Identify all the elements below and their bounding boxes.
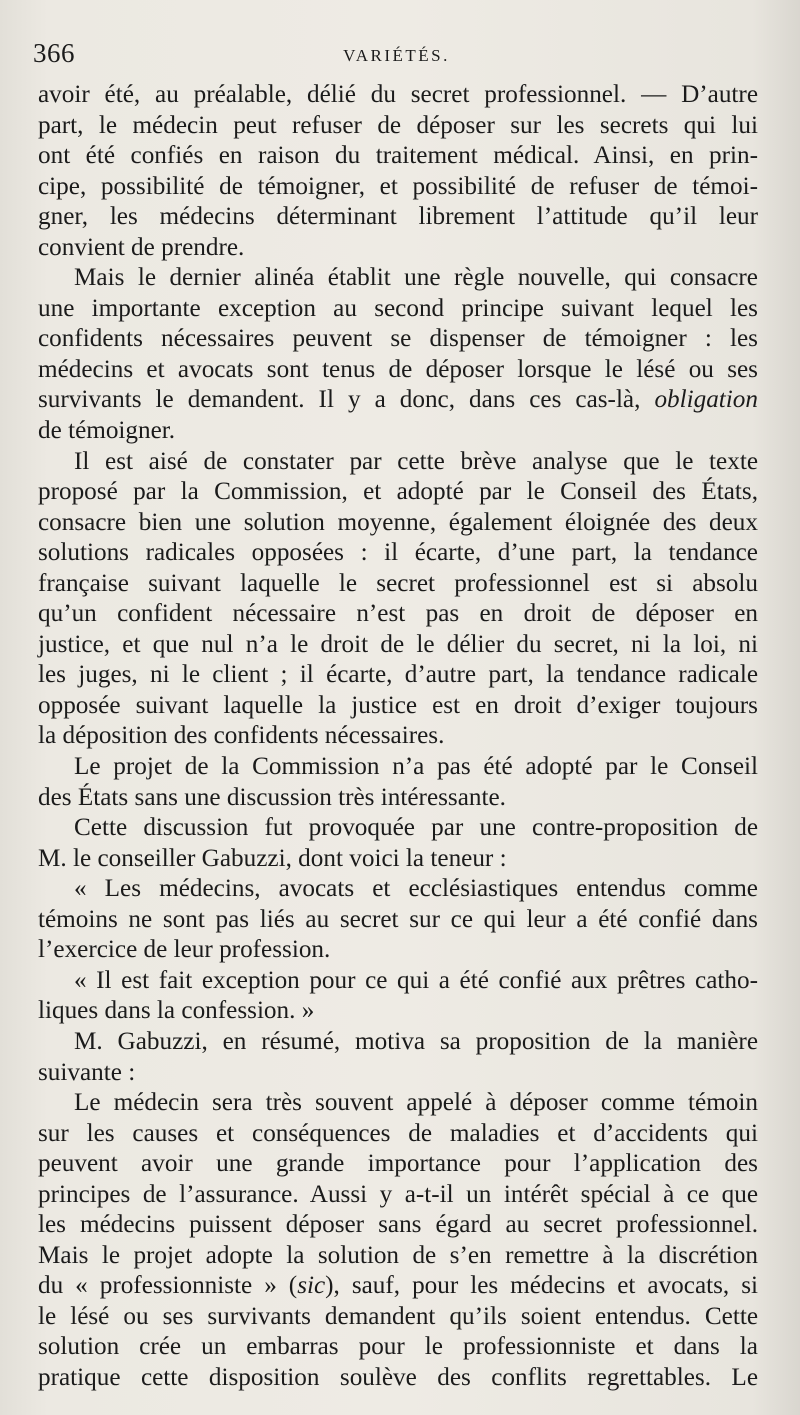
text-line: qu’un confident nécessaire n’est pas en droit de déposer en [38, 600, 758, 628]
text-line: part, le médecin peut refuser de déposer sur les secrets qui lui [38, 111, 758, 139]
text-line: Mais le projet adopte la solution de s’en remettre à la discrétion [38, 1241, 758, 1269]
text-line: solution crée un embarras pour le professionniste et dans la [38, 1333, 758, 1361]
text-line [38, 1302, 758, 1333]
text-line: justice, et que nul n’a le droit de le délier du secret, ni la loi, ni [38, 630, 758, 658]
text-line: confidents nécessaires peuvent se dispenser de témoigner : les [38, 325, 758, 353]
text-line: la déposition des confidents nécessaires. [38, 722, 445, 750]
text-line: les médecins puissent déposer sans égard au secret professionnel. [38, 1211, 758, 1239]
text-line: convient de prendre. [38, 233, 245, 261]
text-line: liques dans la confession. » [38, 997, 315, 1025]
text-line [38, 1271, 758, 1302]
text-line [38, 385, 758, 416]
text-segment: survivants le demandent. Il y a donc, dans ces cas-là, [38, 386, 641, 414]
text-line: de témoigner. [38, 417, 176, 445]
text-line: Mais le dernier alinéa établit une règle nouvelle, qui consacre [74, 264, 758, 292]
text-line: sur les causes et conséquences de maladies et d’accidents qui [38, 1119, 758, 1147]
body-text [38, 80, 758, 1394]
text-line: ont été confiés en raison du traitement médical. Ainsi, en prin- [38, 142, 758, 170]
running-head: VARIÉTÉS. [343, 46, 450, 65]
text-line: l’exercice de leur profession. [38, 936, 331, 964]
page-number: 366 [33, 38, 75, 68]
text-line: consacre bien une solution moyenne, également éloignée des deux [38, 508, 758, 536]
text-line: témoins ne sont pas liés au secret sur ce qui leur a été confié dans [38, 905, 758, 933]
text-line: médecins et avocats sont tenus de déposer lorsque le lésé ou ses [38, 355, 758, 383]
text-segment: du « professionniste » [38, 1272, 277, 1300]
text-line: Le médecin sera très souvent appelé à déposer comme témoin [74, 1089, 758, 1117]
text-line: cipe, possibilité de témoigner, et possibilité de refuser de témoi- [38, 172, 758, 200]
text-line: M. Gabuzzi, en résumé, motiva sa proposition de la manière [74, 1027, 758, 1055]
text-line: Il est aisé de constater par cette brève analyse que le texte [74, 447, 758, 475]
text-line: proposé par la Commission, et adopté par le Conseil des États, [38, 478, 758, 506]
text-line: gner, les médecins déterminant librement l’attitude qu’il leur [38, 203, 758, 231]
text-line: pratique cette disposition soulève des conflits regrettables. Le [38, 1363, 758, 1391]
text-segment: lésé ou ses survivants demandent qu’ils soient entendus. Cette [70, 1302, 758, 1330]
italic-word: obligation [654, 386, 758, 414]
text-line: Cette discussion fut provoquée par une contre-proposition de [74, 814, 758, 842]
text-line: « Les médecins, avocats et ecclésiastiques entendus comme [74, 875, 758, 903]
text-line: Le projet de la Commission n’a pas été adopté par le Conseil [74, 753, 758, 781]
text-segment: ( [276, 1272, 298, 1300]
text-line: principes de l’assurance. Aussi y a-t-il un intérêt spécial à ce que [38, 1180, 758, 1208]
text-line: avoir été, au préalable, délié du secret professionnel. — D’autre [38, 81, 758, 108]
page-header [33, 38, 760, 78]
text-line: solutions radicales opposées : il écarte, d’une part, la tendance [38, 539, 758, 567]
text-line: M. le conseiller Gabuzzi, dont voici la teneur : [38, 844, 507, 872]
text-line: des États sans une discussion très intéressante. [38, 783, 506, 811]
text-line: française suivant laquelle le secret professionnel est si absolu [38, 569, 758, 597]
text-segment: le [38, 1302, 71, 1330]
italic-word: sic [297, 1272, 326, 1300]
text-segment: ), sauf, pour les médecins et avocats, si [325, 1272, 759, 1300]
text-line: suivante : [38, 1058, 136, 1086]
text-line: opposée suivant laquelle la justice est en droit d’exiger toujours [38, 691, 758, 719]
text-line: « Il est fait exception pour ce qui a été confié aux prêtres catho- [74, 966, 758, 994]
text-line: les juges, ni le client ; il écarte, d’autre part, la tendance radicale [38, 661, 758, 689]
text-line: une importante exception au second principe suivant lequel les [38, 294, 758, 322]
text-line: peuvent avoir une grande importance pour l’application des [38, 1150, 758, 1178]
